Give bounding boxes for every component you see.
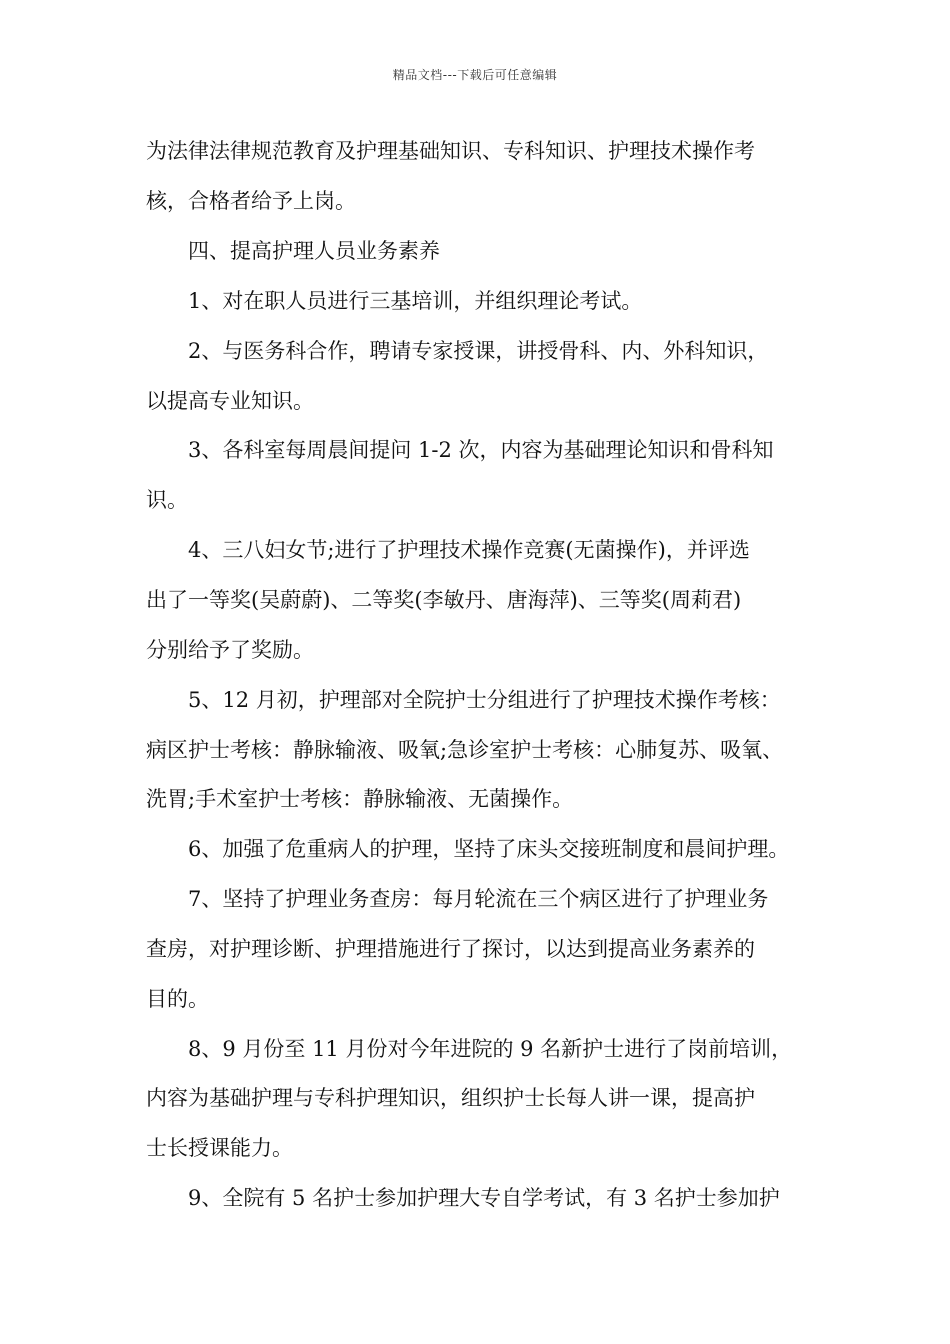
- section-heading: 四、提高护理人员业务素养: [188, 239, 440, 263]
- text-line-5: 2、与医务科合作，聘请专家授课，讲授骨科、内、外科知识，: [188, 339, 769, 363]
- text-line-15: 6、加强了危重病人的护理，坚持了床头交接班制度和晨间护理。: [188, 837, 790, 861]
- text-line-22: 9、全院有 5 名护士参加护理大专自学考试，有 3 名护士参加护: [188, 1186, 780, 1210]
- page-header: 精品文档---下载后可任意编辑: [392, 68, 558, 82]
- text-line-7: 3、各科室每周晨间提问 1-2 次，内容为基础理论知识和骨科知: [188, 438, 774, 462]
- text-line-9: 4、三八妇女节;进行了护理技术操作竞赛(无菌操作)，并评选: [188, 538, 750, 562]
- text-line-13: 病区护士考核：静脉输液、吸氧;急诊室护士考核：心肺复苏、吸氧、: [146, 738, 784, 762]
- text-line-14: 洗胃;手术室护士考核：静脉输液、无菌操作。: [146, 787, 574, 811]
- text-line-8: 识。: [146, 488, 188, 512]
- text-line-20: 内容为基础护理与专科护理知识，组织护士长每人讲一课，提高护: [146, 1086, 755, 1110]
- text-line-10: 出了一等奖(吴蔚蔚)、二等奖(李敏丹、唐海萍)、三等奖(周莉君): [146, 588, 742, 612]
- text-line-16: 7、坚持了护理业务查房：每月轮流在三个病区进行了护理业务: [188, 887, 769, 911]
- text-line-11: 分别给予了奖励。: [146, 638, 314, 662]
- text-line-17: 查房，对护理诊断、护理措施进行了探讨，以达到提高业务素养的: [146, 937, 755, 961]
- text-line-4: 1、对在职人员进行三基培训，并组织理论考试。: [188, 289, 643, 313]
- text-line-21: 士长授课能力。: [146, 1136, 293, 1160]
- text-line-6: 以提高专业知识。: [146, 389, 314, 413]
- text-line-2: 核，合格者给予上岗。: [146, 189, 356, 213]
- text-line-1: 为法律法律规范教育及护理基础知识、专科知识、护理技术操作考: [146, 139, 755, 163]
- text-line-12: 5、12 月初，护理部对全院护士分组进行了护理技术操作考核：: [188, 688, 781, 712]
- text-line-19: 8、9 月份至 11 月份对今年进院的 9 名新护士进行了岗前培训，: [188, 1037, 793, 1061]
- text-line-18: 目的。: [146, 987, 209, 1011]
